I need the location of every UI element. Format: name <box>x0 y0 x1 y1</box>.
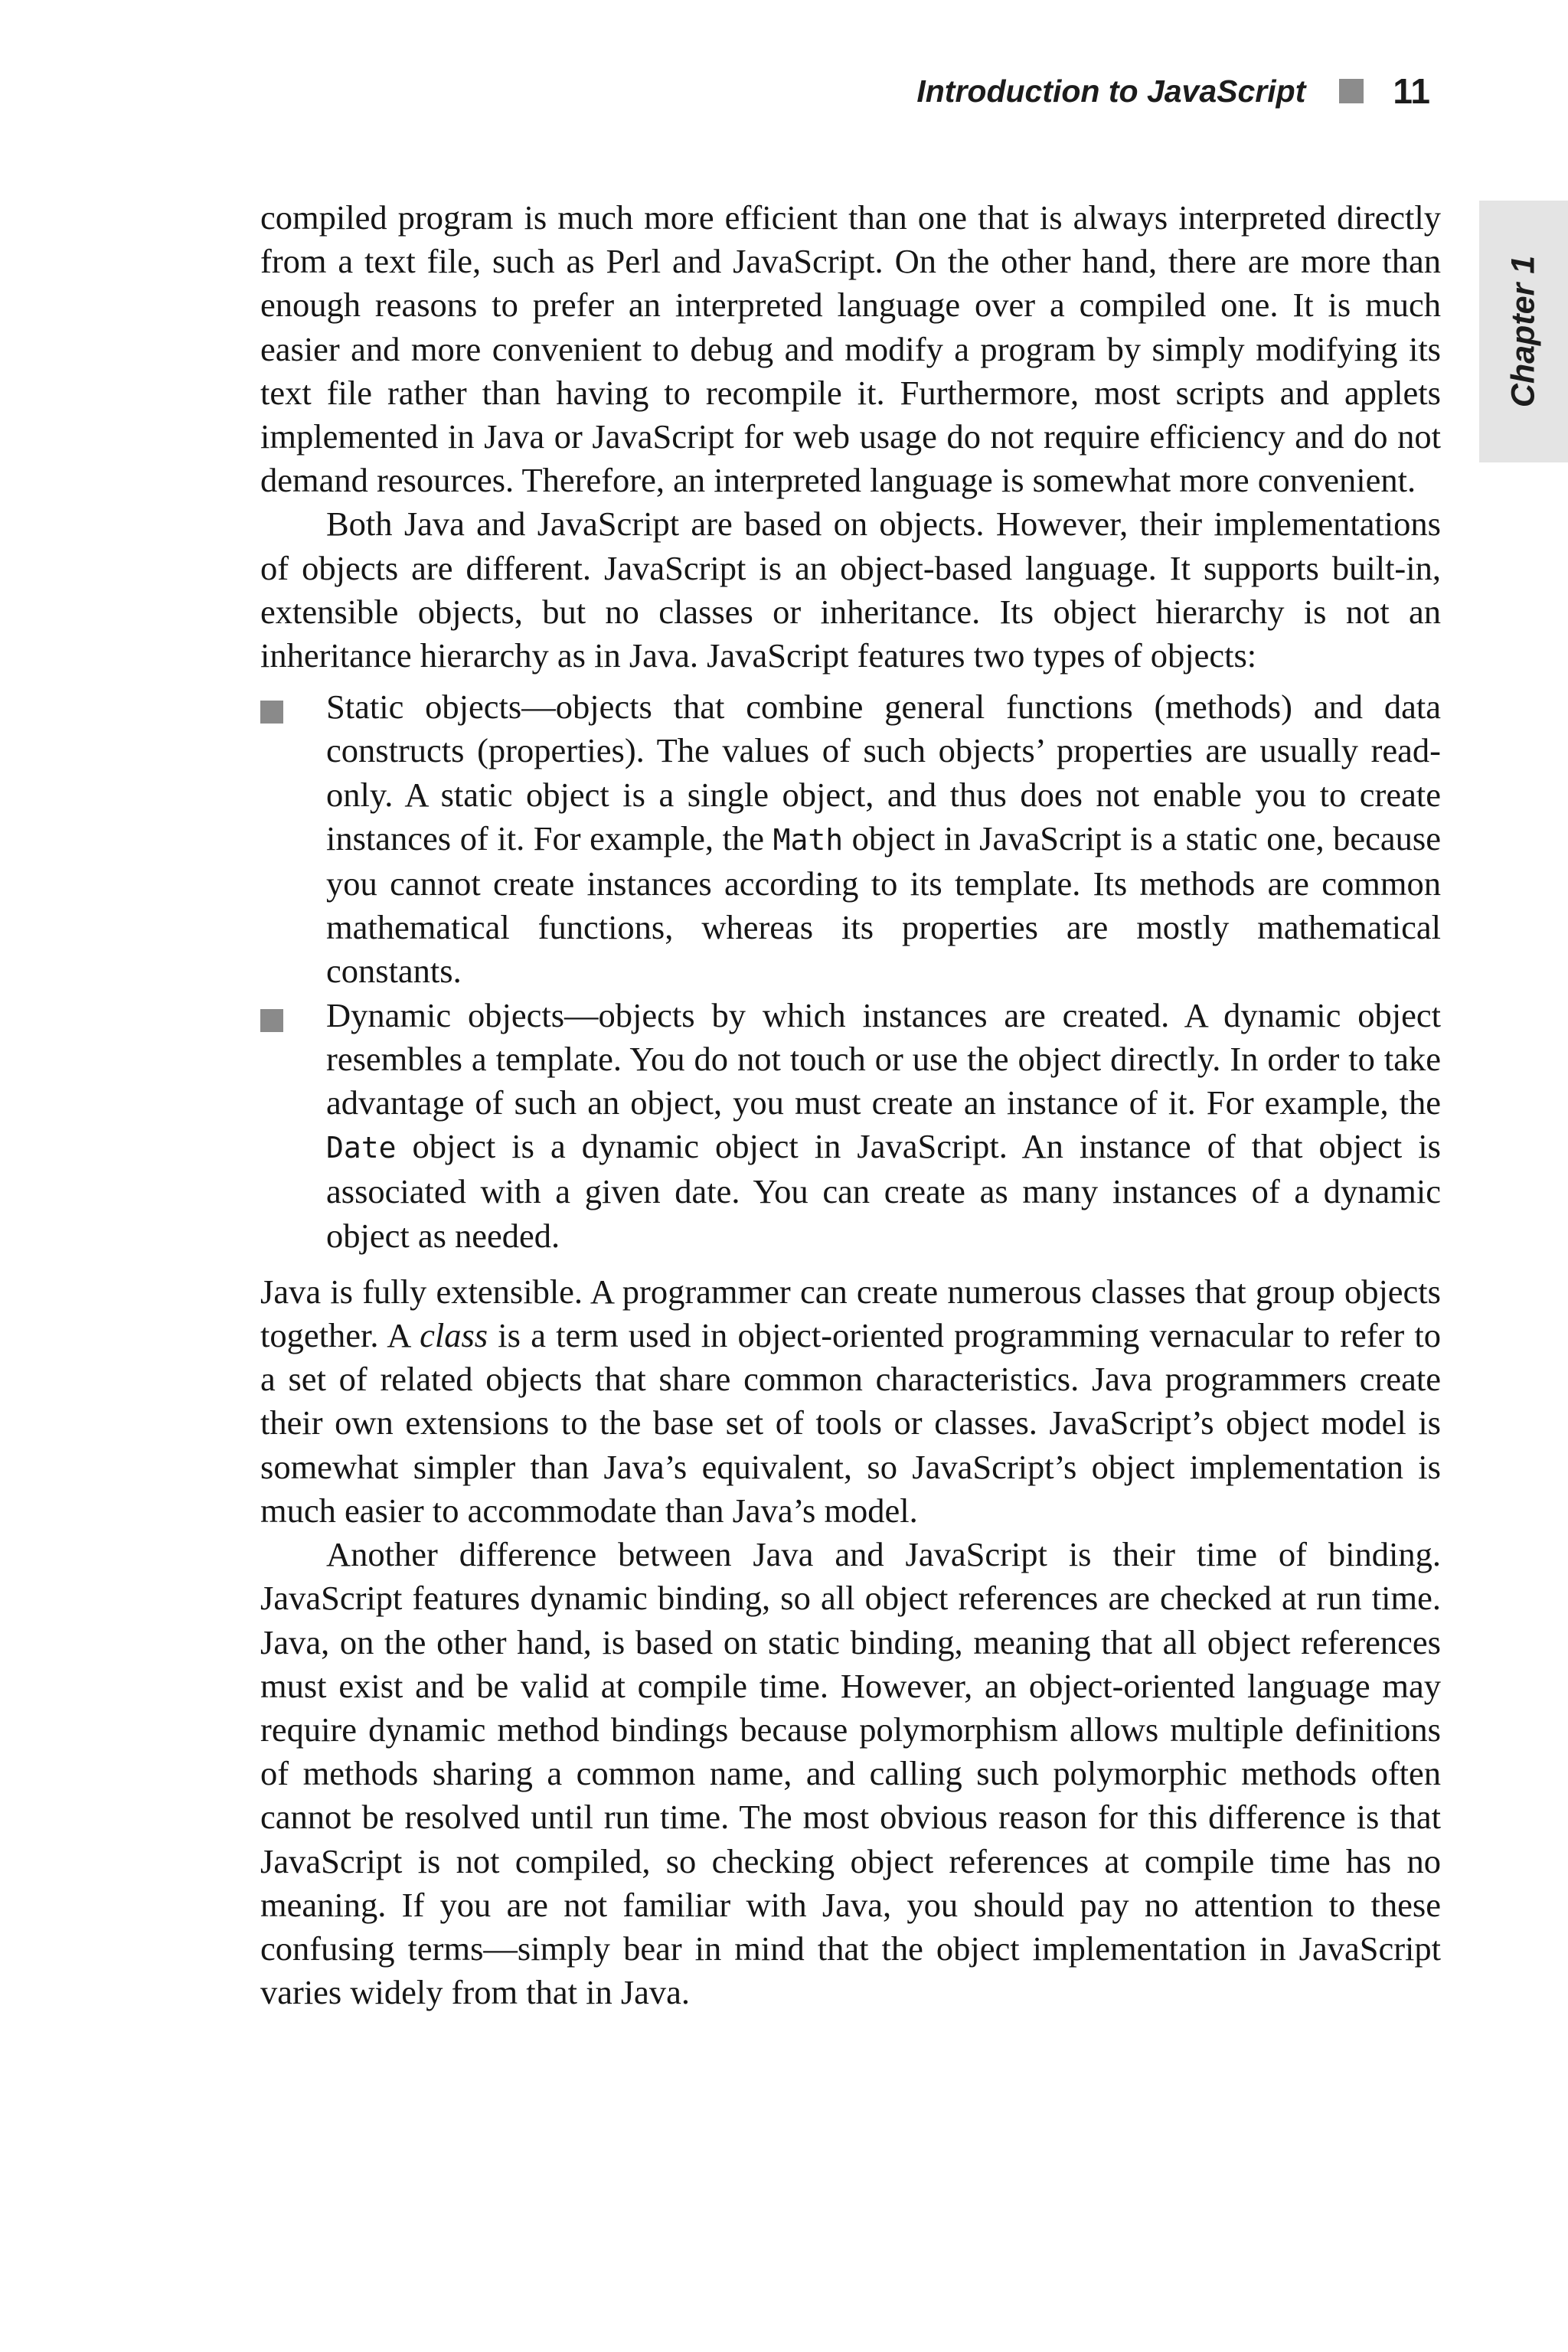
body-text <box>260 196 1441 2014</box>
page-header <box>916 70 1430 112</box>
paragraph-3-start: Java is fully extensible. A programmer can create numerous classes that group objects together. A <box>260 1272 1441 1355</box>
bullet-1-text-start: Static objects—objects that combine general functions (methods) and data constructs (properties). The values of such objects’ properties are usually read-only. A static object is a single object, and thus does not enable you to create instances of it. For example, the <box>326 688 1441 858</box>
object-types-list <box>260 685 1441 1258</box>
date-code: Date <box>326 1131 397 1165</box>
bullet-1-text-end: object in JavaScript is a static one, because you cannot create instances according to its template. Its methods are common mathematical functions, whereas its properties are mostly mathematical constants. <box>326 818 1441 991</box>
paragraph-4: Another difference between Java and JavaScript is their time of binding. JavaScript features dynamic binding, so all object references are checked at run time. Java, on the other hand, is based on static binding, meaning that all object references must exist and be valid at compile time. However, an object-oriented language may require dynamic method bindings because polymorphism allows multiple definitions of methods sharing a common name, and calling such polymorphic methods often cannot be resolved until run time. The most obvious reason for this difference is that JavaScript is not compiled, so checking object references at compile time has no meaning. If you are not familiar with Java, you should pay no attention to these confusing terms—simply bear in mind that the object implementation in JavaScript varies widely from that in Java. <box>260 1535 1441 2012</box>
list-item-static-objects <box>326 685 1441 993</box>
bullet-2-text-start: Dynamic objects—objects by which instances are created. A dynamic object resembles a template. You do not touch or use the object directly. In order to take advantage of such an object, you must create an instance of it. For example, the <box>326 995 1441 1122</box>
bullet-square-icon <box>260 1009 283 1032</box>
page-number: 11 <box>1393 71 1430 111</box>
running-title: Introduction to JavaScript <box>916 73 1306 109</box>
paragraph-3 <box>260 1270 1441 1533</box>
bullet-square-icon <box>260 701 283 724</box>
math-code: Math <box>773 822 844 857</box>
chapter-label: Chapter 1 <box>1504 255 1542 408</box>
paragraph-2: Both Java and JavaScript are based on objects. However, their implementations of objects are different. JavaScript is an object-based language. It supports built-in, extensible objects, but no classes or inheritance. Its object hierarchy is not an inheritance hierarchy as in Java. JavaScript features two types of objects: <box>260 505 1441 675</box>
list-item-dynamic-objects <box>326 994 1441 1258</box>
header-separator-square <box>1339 79 1364 103</box>
chapter-tab <box>1479 201 1568 462</box>
class-term: class <box>420 1316 488 1355</box>
bullet-2-text-end: object is a dynamic object in JavaScript. An instance of that object is associated with a given date. You can create as many instances of a dynamic object as needed. <box>326 1127 1441 1255</box>
paragraph-1: compiled program is much more efficient than one that is always interpreted directly from a text file, such as Perl and JavaScript. On the other hand, there are more than enough reasons to prefer an interpreted language over a compiled one. It is much easier and more convenient to debug and modify a program by simply modifying its text file rather than having to recompile it. Furthermore, most scripts and applets implemented in Java or JavaScript for web usage do not require efficiency and do not demand resources. Therefore, an interpreted language is somewhat more convenient. <box>260 198 1441 500</box>
paragraph-3-end: is a term used in object-oriented programming vernacular to refer to a set of related objects that share common characteristics. Java programmers create their own extensions to the base set of tools or classes. JavaScript’s object model is somewhat simpler than Java’s equivalent, so JavaScript’s object implementation is much easier to accommodate than Java’s model. <box>260 1316 1441 1530</box>
